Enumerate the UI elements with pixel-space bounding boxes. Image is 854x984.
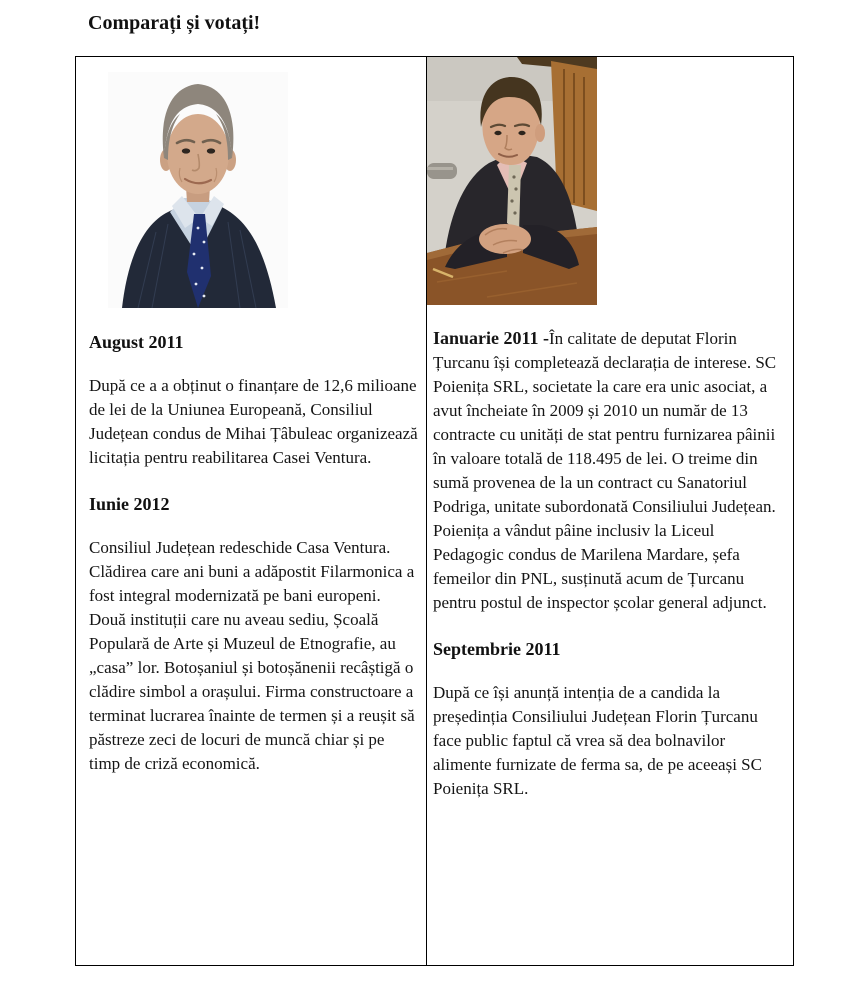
- right-paragraph-septembrie-2011: După ce își anunță intenția de a candida la președinția Consiliului Județean Florin Țurcanu face public faptul că vrea să dea bolnavilor alimente furnizate de ferma sa, de pe aceeași SC Poienița SRL.: [433, 683, 762, 798]
- right-heading-ianuarie-2011: Ianuarie 2011 -: [433, 328, 550, 348]
- right-heading-septembrie-2011: Septembrie 2011: [433, 639, 561, 659]
- portrait-photo-turcanu: [427, 57, 597, 305]
- left-heading-iunie-2012: Iunie 2012: [89, 494, 170, 514]
- portrait-right-illustration: [427, 57, 597, 305]
- comparison-table: [75, 56, 794, 966]
- column-right-turcanu: [426, 57, 793, 965]
- left-heading-august-2011: August 2011: [89, 332, 184, 352]
- portrait-left-illustration: [108, 72, 288, 308]
- right-paragraph-ianuarie-2011: [433, 326, 777, 615]
- right-column-text: [427, 326, 793, 801]
- page-title: Comparați și votați!: [88, 12, 261, 34]
- right-lead-text: În calitate de deputat Florin Țurcanu își completează declarația de interese. SC Poienița SRL, societate la care era unic asociat, a avut încheiate în 2009 și 2010 un număr de 13 contracte cu unități de stat pentru furnizarea pâinii în valoare totală de 118.495 de lei. O treime din sumă provenea de la un contract cu Sanatoriul Podriga, unitate subordonată Consiliului Județean. Poienița a vândut pâine inclusiv la Liceul Pedagogic condus de Marilena Mardare, șefa femeilor din PNL, susținută acum de Țurcanu pentru postul de inspector școlar general adjunct.: [433, 329, 777, 612]
- column-left-tabuleac: [76, 57, 426, 965]
- portrait-photo-tabuleac: [108, 72, 288, 308]
- left-paragraph-august-2011: După ce a a obținut o finanțare de 12,6 milioane de lei de la Uniunea Europeană, Consiliul Județean condus de Mihai Țâbuleac organizează licitația pentru reabilitarea Casei Ventura.: [89, 376, 418, 467]
- left-paragraph-iunie-2012: Consiliul Județean redeschide Casa Ventura. Clădirea care ani buni a adăpostit Filarmonica a fost integral modernizată pe bani europeni. Două instituții care nu aveau sediu, Școală Populară de Arte și Muzeul de Etnografie, au „casa” lor. Botoșaniul și botoșănenii recâștigă o clădire simbol a orașului. Firma constructoare a terminat lucrarea înainte de termen și a reușit să păstreze zeci de locuri de muncă chiar și pe timp de criză economică.: [89, 538, 415, 773]
